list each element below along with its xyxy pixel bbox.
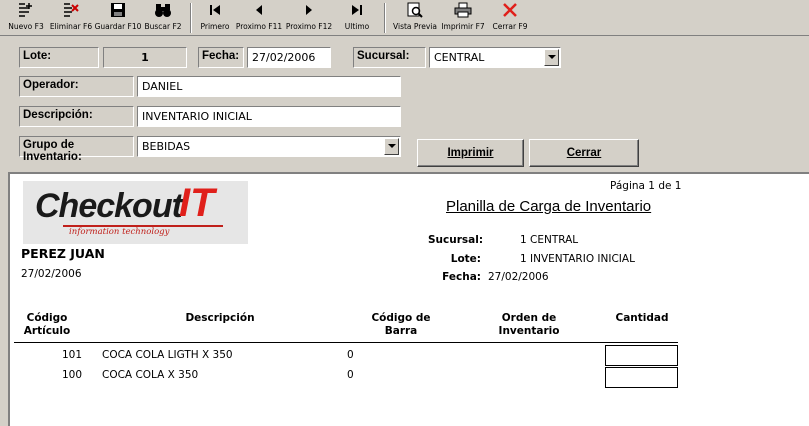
r-sucursal-value: 1 CENTRAL [520,234,579,246]
imprimir-toolbar-button[interactable] [440,0,486,34]
page-info: Página 1 de 1 [610,180,682,192]
r-lote-label: Lote: [450,253,481,265]
col-orden: Orden de Inventario [498,312,560,337]
report-date: 27/02/2006 [21,268,82,280]
buscar-label: Buscar F2 [144,22,182,31]
lote-field: 1 [103,47,187,68]
ultimo-label: Ultimo [344,22,370,31]
cerrar-toolbar-label: Cerrar F9 [492,22,528,31]
grupo-label: Grupo de Inventario: [19,136,134,157]
binoculars-icon [154,2,172,21]
toolbar-separator [384,3,386,33]
cerrar-toolbar-button[interactable] [488,0,532,34]
ultimo-button[interactable] [336,0,378,34]
grupo-select[interactable] [137,136,401,157]
last-icon [351,4,363,19]
col-codigo: Código Artículo [23,312,71,337]
r-lote-value: 1 INVENTARIO INICIAL [520,253,635,265]
checkout-it-logo [23,181,248,244]
imprimir-button[interactable]: Imprimir [417,139,524,167]
col-barra: Código de Barra [371,312,431,337]
row-codigo: 101 [61,349,82,361]
next-button[interactable] [284,0,334,34]
fecha-label: Fecha: [198,47,244,68]
save-icon [110,2,126,21]
operador-field[interactable]: DANIEL [137,76,401,97]
new-icon [17,2,35,21]
prev-button[interactable] [234,0,284,34]
cerrar-button[interactable]: Cerrar [529,139,639,167]
close-icon [502,2,518,21]
eliminar-button[interactable] [48,0,94,34]
r-sucursal-label: Sucursal: [428,234,484,246]
row-descripcion: COCA COLA X 350 [102,369,199,381]
logo-sub: information technology [69,227,170,237]
descripcion-field[interactable]: INVENTARIO INICIAL [137,106,401,127]
row-barra: 0 [347,369,354,381]
table-row [10,346,690,368]
next-icon [304,4,314,19]
guardar-label: Guardar F10 [94,22,142,31]
vista-previa-button[interactable] [392,0,438,34]
logo-it: IT [179,181,215,225]
r-fecha-label: Fecha: [442,271,481,283]
form-area [8,38,809,170]
preview-icon [407,2,423,21]
row-barra: 0 [347,349,354,361]
cantidad-box [605,345,678,366]
first-icon [209,4,221,19]
primero-button[interactable] [198,0,232,34]
operador-label: Operador: [19,76,134,97]
vista-previa-label: Vista Previa [393,22,437,31]
imprimir-toolbar-label: Imprimir F7 [441,22,485,31]
chevron-down-icon[interactable] [384,138,399,155]
eliminar-label: Eliminar F6 [49,22,93,31]
prev-icon [254,4,264,19]
row-codigo: 100 [61,369,82,381]
descripcion-label: Descripción: [19,106,134,127]
nuevo-label: Nuevo F3 [8,22,44,31]
fecha-field[interactable]: 27/02/2006 [247,47,331,68]
grupo-value: BEBIDAS [142,140,191,153]
row-descripcion: COCA COLA LIGTH X 350 [102,349,233,361]
buscar-button[interactable] [142,0,184,34]
next-label: Proximo F12 [285,22,333,31]
report-title: Planilla de Carga de Inventario [446,198,652,215]
printer-icon [454,2,472,21]
guardar-button[interactable] [94,0,142,34]
logo-main: Checkout [35,187,182,225]
header-rule [14,342,678,343]
col-cantidad: Cantidad [615,312,669,324]
report-preview [8,172,809,426]
person-name: PEREZ JUAN [21,246,105,261]
toolbar [0,0,809,36]
col-descripcion: Descripción [185,312,255,324]
sucursal-select[interactable] [429,47,561,68]
r-fecha-value: 27/02/2006 [488,271,549,283]
lote-label: Lote: [19,47,99,68]
toolbar-separator [190,3,192,33]
sucursal-value: CENTRAL [434,51,485,64]
table-row [10,368,690,390]
prev-label: Proximo F11 [235,22,283,31]
nuevo-button[interactable] [4,0,48,34]
sucursal-label: Sucursal: [353,47,426,68]
primero-label: Primero [200,22,230,31]
chevron-down-icon[interactable] [544,49,559,66]
cantidad-box [605,367,678,388]
delete-icon [62,2,80,21]
